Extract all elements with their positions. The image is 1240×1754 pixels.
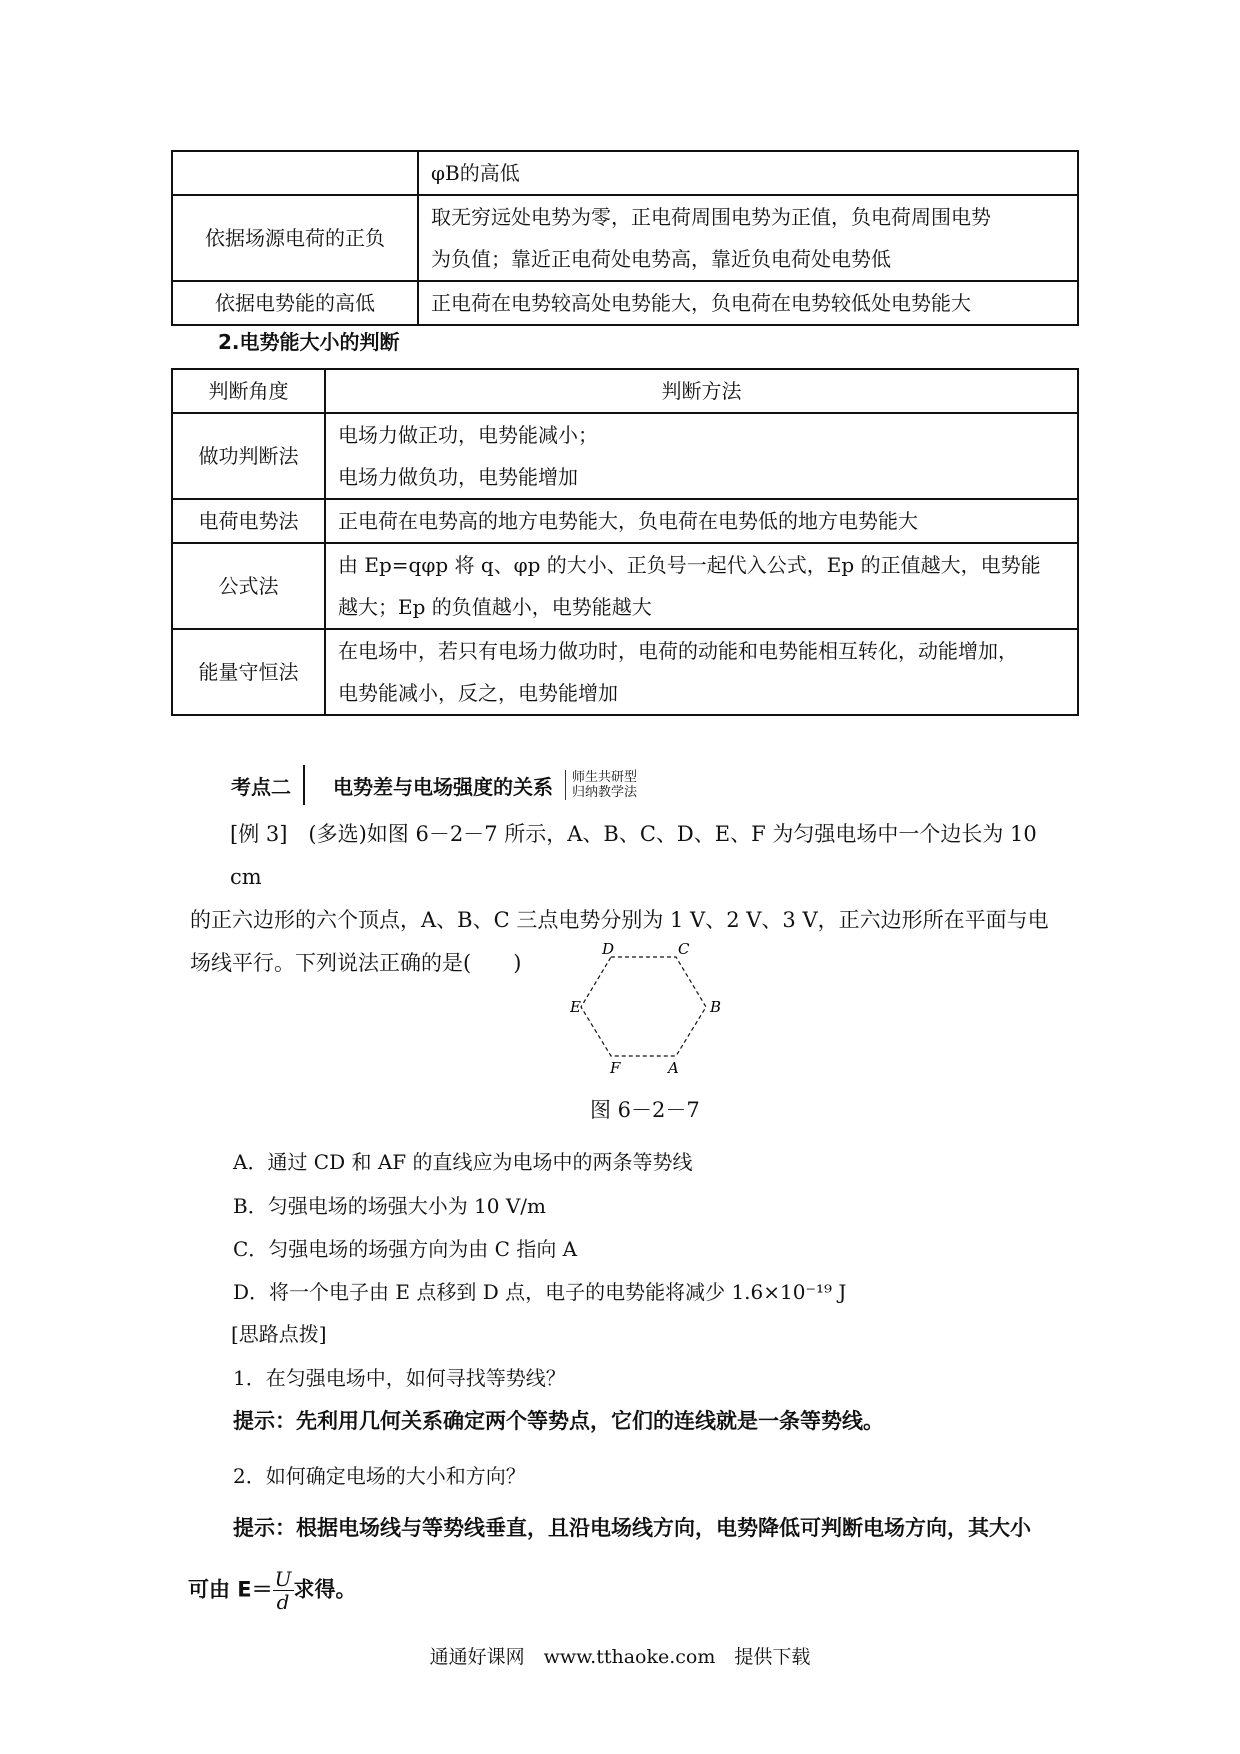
table-cell-content [325,629,1078,715]
table-row [172,629,1078,715]
page-footer: 通通好课网 www.tthaoke.com 提供下载 [429,1646,811,1668]
section-heading: 2.电势能大小的判断 [218,330,400,354]
table-cell-label: 做功判断法 [172,413,325,499]
thinking-hint: 提示：根据电场线与等势线垂直，且沿电场线方向，电势降低可判断电场方向，其大小 [233,1516,1031,1540]
table-cell-content [325,413,1078,499]
cell-line: 电场力做负功，电势能增加 [338,465,578,489]
table-row [172,499,1078,543]
table-cell-content [418,195,1078,281]
thinking-question: 1．在匀强电场中，如何寻找等势线？ [233,1366,566,1390]
topic-divider [303,765,305,805]
table-cell-label: 依据场源电荷的正负 [172,195,418,281]
vertex-label-a: A [668,1059,679,1077]
topic-header [231,764,637,806]
cell-line: 在电场中，若只有电场力做功时，电荷的动能和电势能相互转化，动能增加， [338,639,1018,663]
vertex-label-e: E [570,998,581,1016]
cell-line: 越大；Ep 的负值越小，电势能越大 [338,595,652,619]
question-line: 的正六边形的六个顶点，A、B、C 三点电势分别为 1 V、2 V、3 V，正六边形所在平面与电 [190,908,1049,932]
fraction-numerator: U [274,1567,292,1591]
table-header: 判断方法 [325,369,1078,413]
cell-line: 正电荷在电势较高处电势能大，负电荷在电势较低处电势能大 [431,291,971,315]
figure-caption: 图 6－2－7 [590,1098,700,1122]
vertex-label-c: C [678,943,690,958]
table-row [172,543,1078,629]
option-b: B．匀强电场的场强大小为 10 V/m [233,1194,547,1218]
potential-judgement-table [171,150,1079,326]
table-cell-label: 依据电势能的高低 [172,281,418,325]
vertex-label-b: B [710,998,722,1016]
topic-badge [565,770,637,800]
thinking-question: 2．如何确定电场的大小和方向？ [233,1464,526,1488]
cell-line: 正电荷在电势高的地方电势能大，负电荷在电势低的地方电势能大 [338,509,918,533]
potential-energy-table [171,368,1079,716]
topic-title: 电势差与电场强度的关系 [333,774,553,799]
table-cell-content [325,499,1078,543]
cell-line: 为负值；靠近正电荷处电势高，靠近负电荷处电势低 [431,247,891,271]
table-row [172,281,1078,325]
vertex-label-f: F [610,1059,621,1077]
fraction-denominator: d [276,1590,290,1614]
table-cell-label: 能量守恒法 [172,629,325,715]
question-line: 场线平行。下列说法正确的是( ) [190,951,522,975]
hexagon-figure [570,943,730,1093]
table-cell-label: 公式法 [172,543,325,629]
formula-suffix: 求得。 [293,1577,357,1602]
option-a: A．通过 CD 和 AF 的直线应为电场中的两条等势线 [233,1150,693,1174]
cell-line: 电场力做正功，电势能减小； [338,423,598,447]
topic-label: 考点二 [231,774,291,799]
cell-line: 由 Ep=qφp 将 q、φp 的大小、正负号一起代入公式，Ep 的正值越大，电势能 [338,553,1041,577]
cell-line: φB的高低 [431,161,520,185]
badge-line: 归纳教学法 [572,785,638,800]
table-cell-content [418,281,1078,325]
table-header-row [172,369,1078,413]
thinking-label: [思路点拨] [231,1322,327,1346]
table-cell-content [418,151,1078,195]
table-cell-label: 电荷电势法 [172,499,325,543]
cell-line: 电势能减小，反之，电势能增加 [338,681,618,705]
badge-line: 师生共研型 [572,770,638,785]
question-line: [例 3] (多选)如图 6－2－7 所示，A、B、C、D、E、F 为匀强电场中一个边长为 10 cm [230,822,1037,889]
formula-prefix: 可由 E＝ [188,1577,273,1602]
table-header: 判断角度 [172,369,325,413]
thinking-hint-formula [188,1568,357,1613]
table-cell-content [325,543,1078,629]
thinking-hint: 提示：先利用几何关系确定两个等势点，它们的连线就是一条等势线。 [233,1409,884,1433]
table-row [172,151,1078,195]
vertex-label-d: D [602,943,615,958]
option-d: D．将一个电子由 E 点移到 D 点，电子的电势能将减少 1.6×10⁻¹⁹ J [233,1280,847,1304]
table-cell-label [172,151,418,195]
cell-line: 取无穷远处电势为零，正电荷周围电势为正值，负电荷周围电势 [431,205,991,229]
option-c: C．匀强电场的场强方向为由 C 指向 A [233,1237,578,1261]
table-row [172,195,1078,281]
hexagon-outline [581,957,706,1056]
table-row [172,413,1078,499]
formula-fraction [273,1568,294,1613]
